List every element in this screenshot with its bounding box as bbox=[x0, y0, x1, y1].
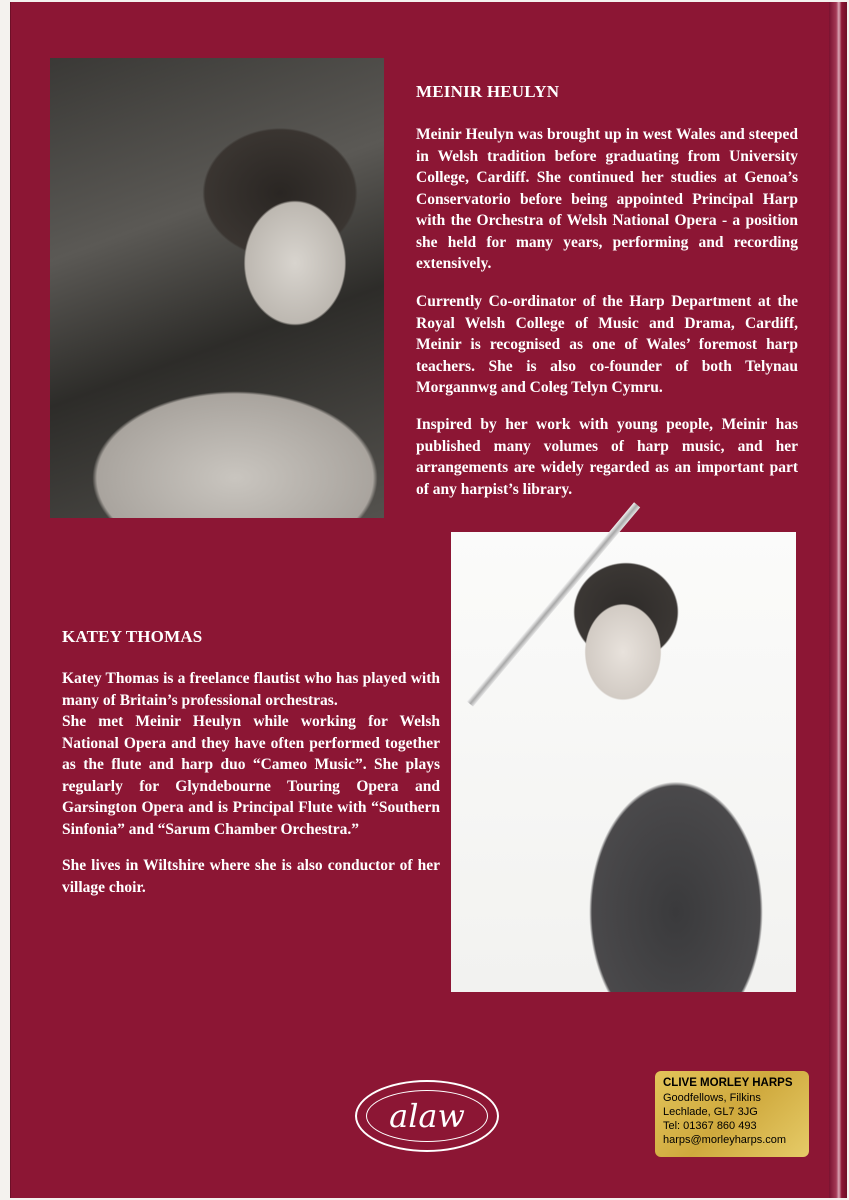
sticker-address-2: Lechlade, GL7 3JG bbox=[663, 1106, 758, 1118]
katey-paragraph-3: She lives in Wiltshire where she is also conductor of her village choir. bbox=[62, 857, 440, 896]
katey-paragraph-1: Katey Thomas is a freelance flautist who has played with many of Britain’s professional orchestras. bbox=[62, 670, 440, 709]
sticker-phone: Tel: 01367 860 493 bbox=[663, 1120, 757, 1132]
meinir-paragraph-2: Currently Co-ordinator of the Harp Department at the Royal Welsh College of Music and Drama, Cardiff, Meinir is recognised as one of Wales’ foremost harp teachers. She is also co-founder of both Telynau Morgannwg and Coleg Telyn Cymru. bbox=[416, 293, 798, 396]
alaw-logo-text: alaw bbox=[366, 1090, 488, 1142]
book-spine bbox=[829, 2, 847, 1198]
sticker-title: CLIVE MORLEY HARPS bbox=[663, 1077, 793, 1089]
sticker-email: harps@morleyharps.com bbox=[663, 1134, 787, 1146]
meinir-paragraph-3: Inspired by her work with young people, Meinir has published many volumes of harp music, and her arrangements are widely regarded as an important part of any harpist’s library. bbox=[416, 416, 798, 498]
heading-meinir: MEINIR HEULYN bbox=[416, 82, 560, 101]
heading-katey: KATEY THOMAS bbox=[62, 627, 203, 646]
katey-paragraph-2: She met Meinir Heulyn while working for Welsh National Opera and they have often performed together as the flute and harp duo “Cameo Music”. She plays regularly for Glyndebourne Touring Opera and Garsington Opera and is Principal Flute with “Southern Sinfonia” and “Sarum Chamber Orchestra.” bbox=[62, 713, 440, 838]
alaw-logo bbox=[355, 1080, 499, 1152]
photo-meinir-heulyn bbox=[50, 58, 384, 518]
photo-katey-thomas bbox=[451, 532, 796, 992]
meinir-paragraph-1: Meinir Heulyn was brought up in west Wales and steeped in Welsh tradition before graduating from University College, Cardiff. She continued her studies at Genoa’s Conservatorio before being appointed Principal Harp with the Orchestra of Welsh National Opera - a position she held for many years, performing and recording extensively. bbox=[416, 126, 798, 272]
sticker-address-1: Goodfellows, Filkins bbox=[663, 1092, 761, 1104]
retailer-sticker bbox=[655, 1071, 809, 1157]
